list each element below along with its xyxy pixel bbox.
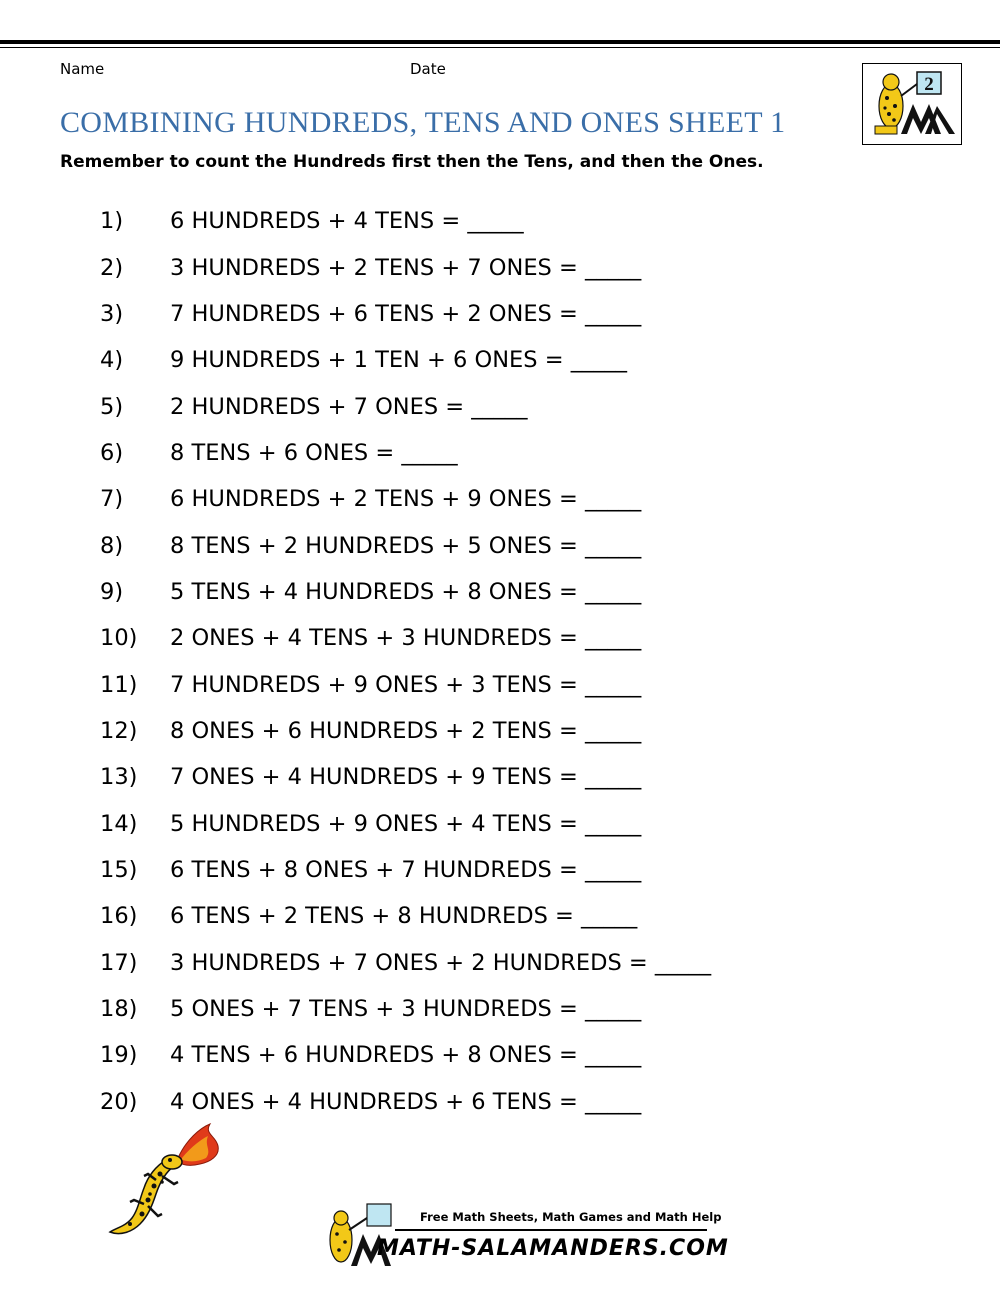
problem-item bbox=[100, 847, 711, 893]
header-rule-thick bbox=[0, 40, 1000, 44]
problem-number: 13) bbox=[100, 764, 138, 791]
problem-item bbox=[100, 476, 711, 522]
problem-item bbox=[100, 430, 711, 476]
problem-item bbox=[100, 940, 711, 986]
problem-expression: 6 HUNDREDS + 2 TENS + 9 ONES = _____ bbox=[170, 486, 642, 513]
problem-expression: 6 HUNDREDS + 4 TENS = _____ bbox=[170, 208, 524, 235]
problem-expression: 8 ONES + 6 HUNDREDS + 2 TENS = _____ bbox=[170, 717, 642, 744]
problem-expression: 2 HUNDREDS + 7 ONES = _____ bbox=[170, 393, 528, 420]
problem-item bbox=[100, 708, 711, 754]
problem-item bbox=[100, 383, 711, 429]
problem-expression: 4 ONES + 4 HUNDREDS + 6 TENS = _____ bbox=[170, 1088, 642, 1115]
problem-number: 4) bbox=[100, 347, 124, 374]
problem-number: 2) bbox=[100, 254, 124, 281]
problem-expression: 5 TENS + 4 HUNDREDS + 8 ONES = _____ bbox=[170, 578, 642, 605]
problem-number: 5) bbox=[100, 393, 124, 420]
instructions: Remember to count the Hundreds first then the Tens, and then the Ones. bbox=[60, 152, 764, 172]
problem-expression: 5 HUNDREDS + 9 ONES + 4 TENS = _____ bbox=[170, 810, 642, 837]
problem-expression: 7 HUNDREDS + 6 TENS + 2 ONES = _____ bbox=[170, 300, 642, 327]
problem-item bbox=[100, 661, 711, 707]
problem-number: 3) bbox=[100, 300, 124, 327]
problem-expression: 7 HUNDREDS + 9 ONES + 3 TENS = _____ bbox=[170, 671, 642, 698]
problem-list bbox=[100, 198, 711, 1125]
problem-number: 15) bbox=[100, 856, 138, 883]
grade-number: 2 bbox=[924, 74, 934, 95]
problem-number: 8) bbox=[100, 532, 124, 559]
problem-number: 19) bbox=[100, 1042, 138, 1069]
problem-number: 16) bbox=[100, 903, 138, 930]
problem-item bbox=[100, 1079, 711, 1125]
problem-number: 9) bbox=[100, 578, 124, 605]
problem-item bbox=[100, 754, 711, 800]
problem-number: 10) bbox=[100, 625, 138, 652]
problem-expression: 7 ONES + 4 HUNDREDS + 9 TENS = _____ bbox=[170, 764, 642, 791]
problem-item bbox=[100, 522, 711, 568]
problem-item bbox=[100, 986, 711, 1032]
problem-item bbox=[100, 337, 711, 383]
problem-item bbox=[100, 198, 711, 244]
salamander-grade-icon bbox=[863, 64, 961, 144]
problem-expression: 4 TENS + 6 HUNDREDS + 8 ONES = _____ bbox=[170, 1042, 642, 1069]
problem-expression: 5 ONES + 7 TENS + 3 HUNDREDS = _____ bbox=[170, 996, 642, 1023]
date-label: Date bbox=[410, 60, 446, 78]
problem-number: 14) bbox=[100, 810, 138, 837]
problem-item bbox=[100, 893, 711, 939]
fire-salamander-icon bbox=[100, 1120, 225, 1245]
problem-number: 1) bbox=[100, 208, 124, 235]
problem-item bbox=[100, 569, 711, 615]
problem-expression: 8 TENS + 6 ONES = _____ bbox=[170, 439, 458, 466]
brand-name: MATH-SALAMANDERS.COM bbox=[377, 1236, 729, 1261]
problem-number: 18) bbox=[100, 996, 138, 1023]
brand-underline bbox=[395, 1229, 707, 1231]
grade-logo bbox=[862, 63, 962, 145]
problem-number: 11) bbox=[100, 671, 138, 698]
problem-item bbox=[100, 615, 711, 661]
problem-expression: 2 ONES + 4 TENS + 3 HUNDREDS = _____ bbox=[170, 625, 642, 652]
problem-expression: 3 HUNDREDS + 2 TENS + 7 ONES = _____ bbox=[170, 254, 642, 281]
sheet-title: COMBINING HUNDREDS, TENS AND ONES SHEET 1 bbox=[60, 106, 786, 139]
problem-item bbox=[100, 291, 711, 337]
problem-expression: 3 HUNDREDS + 7 ONES + 2 HUNDREDS = _____ bbox=[170, 949, 712, 976]
problem-item bbox=[100, 1032, 711, 1078]
problem-number: 17) bbox=[100, 949, 138, 976]
problem-expression: 6 TENS + 2 TENS + 8 HUNDREDS = _____ bbox=[170, 903, 638, 930]
problem-number: 6) bbox=[100, 439, 124, 466]
problem-item bbox=[100, 244, 711, 290]
brand-tagline: Free Math Sheets, Math Games and Math Help bbox=[420, 1210, 722, 1224]
problem-expression: 9 HUNDREDS + 1 TEN + 6 ONES = _____ bbox=[170, 347, 627, 374]
problem-number: 12) bbox=[100, 717, 138, 744]
problem-number: 20) bbox=[100, 1088, 138, 1115]
problem-expression: 8 TENS + 2 HUNDREDS + 5 ONES = _____ bbox=[170, 532, 642, 559]
name-label: Name bbox=[60, 60, 105, 78]
problem-number: 7) bbox=[100, 486, 124, 513]
problem-expression: 6 TENS + 8 ONES + 7 HUNDREDS = _____ bbox=[170, 856, 642, 883]
header-rule-thin bbox=[0, 47, 1000, 48]
problem-item bbox=[100, 800, 711, 846]
